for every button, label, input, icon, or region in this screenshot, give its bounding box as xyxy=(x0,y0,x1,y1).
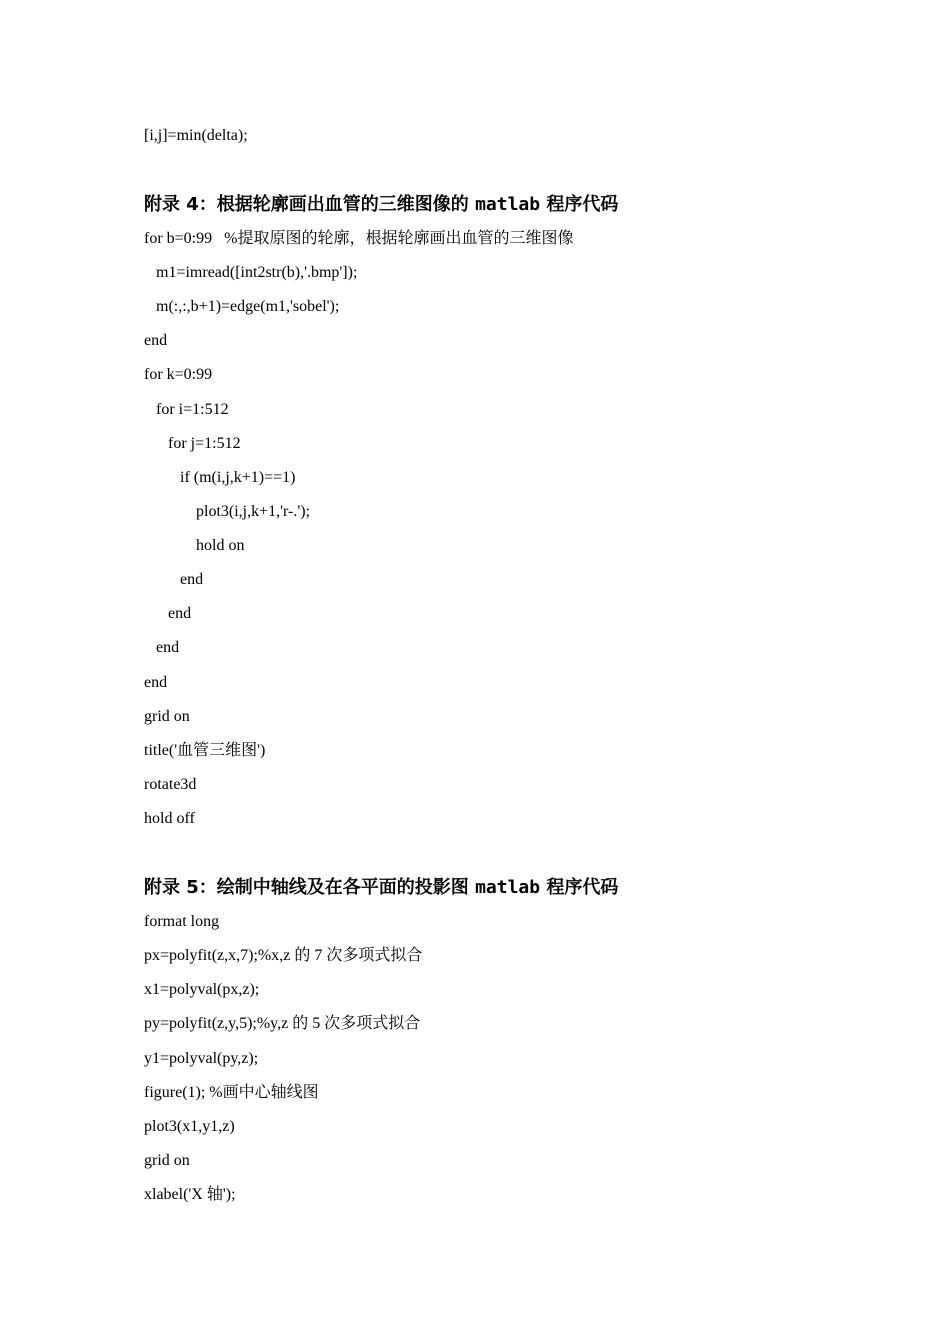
code-line: grid on xyxy=(144,708,190,725)
code-line: for j=1:512 xyxy=(144,435,241,452)
code-line: plot3(x1,y1,z) xyxy=(144,1118,235,1135)
appendix-5-heading-prefix: 附录 5：绘制中轴线及在各平面的投影图 xyxy=(144,877,476,898)
code-line: end xyxy=(144,571,204,588)
code-line: for k=0:99 xyxy=(144,366,213,383)
code-line: hold on xyxy=(144,537,245,554)
code-line: xlabel('X 轴'); xyxy=(144,1186,236,1203)
code-line: m1=imread([int2str(b),'.bmp']); xyxy=(144,264,358,281)
code-line: figure(1); %画中心轴线图 xyxy=(144,1084,319,1101)
code-line: x1=polyval(px,z); xyxy=(144,981,260,998)
appendix-4-heading-code: matlab xyxy=(475,194,541,215)
code-line: for i=1:512 xyxy=(144,401,229,418)
code-line: y1=polyval(py,z); xyxy=(144,1050,259,1067)
code-line: end xyxy=(144,332,168,349)
code-line: grid on xyxy=(144,1152,190,1169)
code-line: format long xyxy=(144,913,220,930)
code-line: for b=0:99 %提取原图的轮廓，根据轮廓画出血管的三维图像 xyxy=(144,230,574,247)
code-line: title('血管三维图') xyxy=(144,742,266,759)
code-line: end xyxy=(144,674,168,691)
code-line: plot3(i,j,k+1,'r-.'); xyxy=(144,503,311,520)
code-line: rotate3d xyxy=(144,776,197,793)
code-line: end xyxy=(144,605,192,622)
appendix-5-heading xyxy=(144,877,618,899)
code-line: if (m(i,j,k+1)==1) xyxy=(144,469,296,486)
code-line: m(:,:,b+1)=edge(m1,'sobel'); xyxy=(144,298,340,315)
appendix-5-heading-code: matlab xyxy=(475,877,541,898)
code-line: px=polyfit(z,x,7);%x,z 的 7 次多项式拟合 xyxy=(144,947,423,964)
code-line-min-delta: [i,j]=min(delta); xyxy=(144,127,248,144)
appendix-4-heading-suffix: 程序代码 xyxy=(540,194,619,215)
appendix-4-heading xyxy=(144,194,618,216)
appendix-5-heading-suffix: 程序代码 xyxy=(540,877,619,898)
code-line: hold off xyxy=(144,810,195,827)
appendix-4-heading-prefix: 附录 4：根据轮廓画出血管的三维图像的 xyxy=(144,194,476,215)
code-line: end xyxy=(144,639,180,656)
code-line: py=polyfit(z,y,5);%y,z 的 5 次多项式拟合 xyxy=(144,1015,421,1032)
